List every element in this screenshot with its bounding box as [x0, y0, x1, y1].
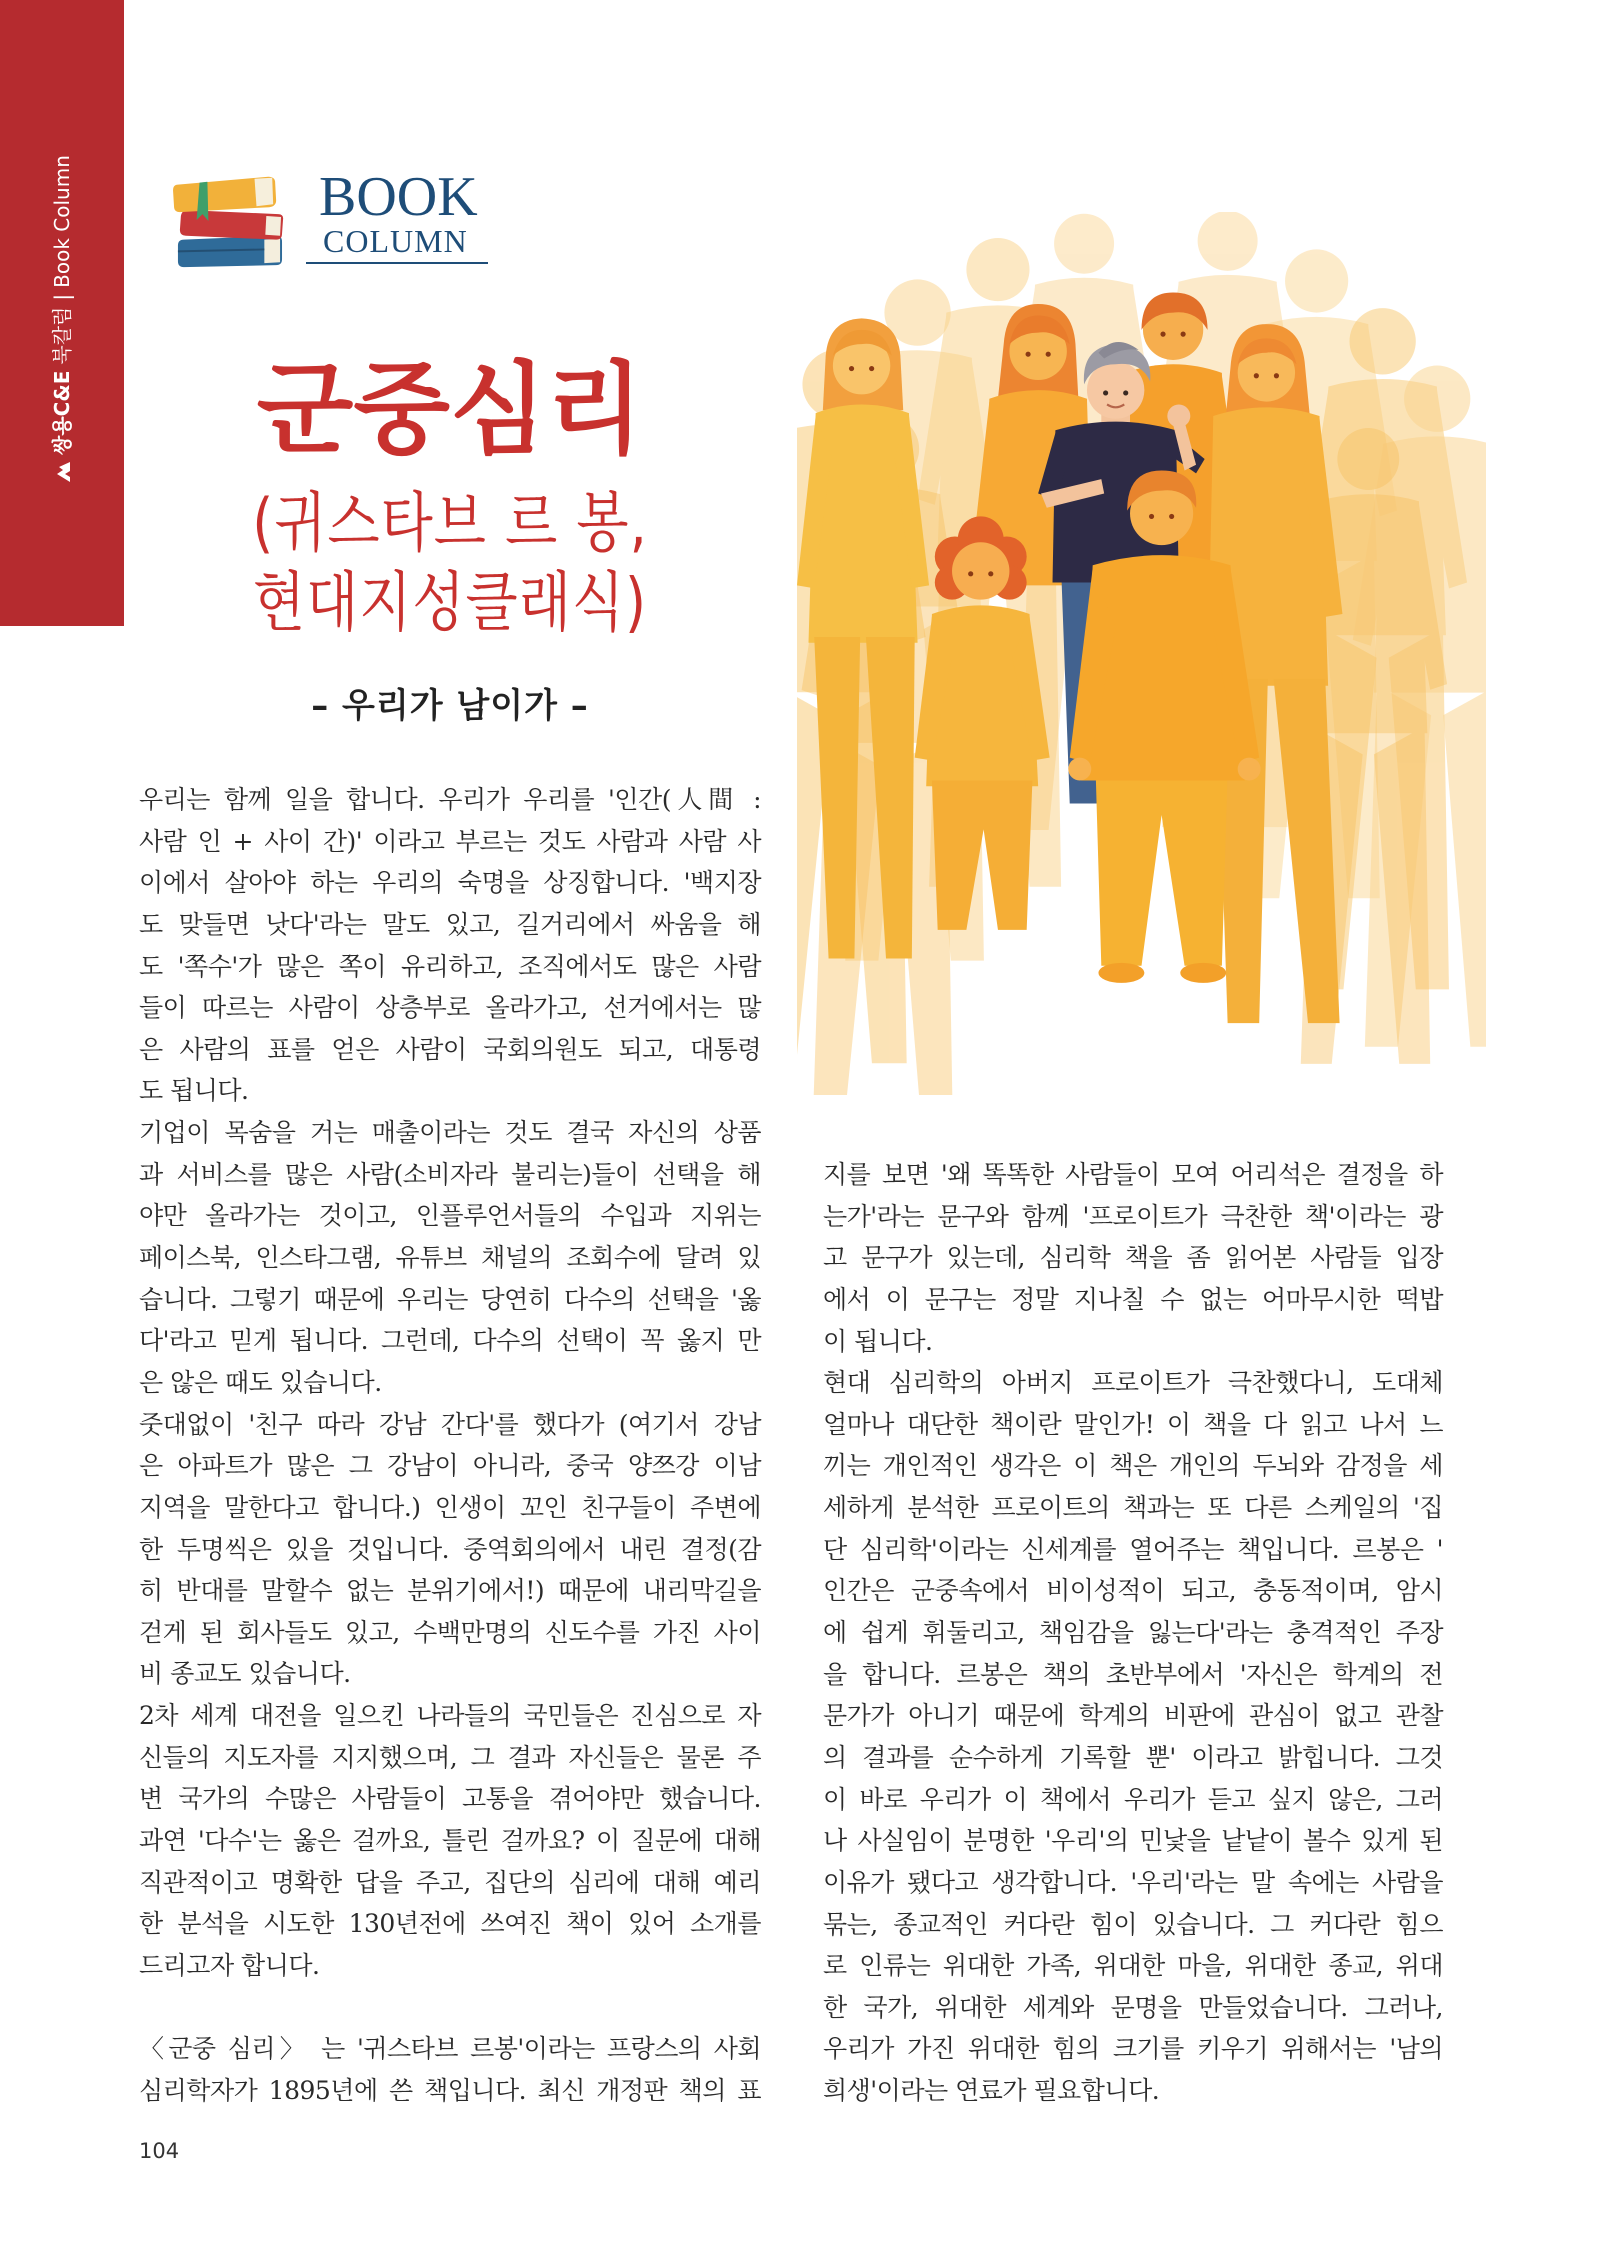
paragraph [139, 1112, 761, 1403]
paragraph [823, 1154, 1443, 1362]
section-english: Book Column [50, 155, 74, 288]
text-line: 로 인류는 위대한 가족, 위대한 마을, 위대한 종교, 위대 [823, 1951, 1443, 1981]
text-line: 직관적이고 명확한 답을 주고, 집단의 심리에 대해 예리 [139, 1867, 761, 1897]
paragraph [139, 779, 761, 1112]
subtitle-line: (귀스타브 르 봉, [252, 485, 648, 561]
text-line: 다'라고 믿게 됩니다. 그런데, 다수의 선택이 꼭 옳지 만 [139, 1326, 761, 1356]
text-line: 걷게 된 회사들도 있고, 수백만명의 신도수를 가진 사이 [139, 1617, 761, 1647]
crowd-illustration [797, 212, 1486, 1095]
text-line: 〈군중 심리〉 는 '귀스타브 르봉'이라는 프랑스의 사회 [139, 2034, 761, 2064]
books-icon [170, 165, 288, 273]
logo-underline [306, 262, 488, 264]
book-subtitle [139, 484, 761, 642]
text-line: 도 됩니다. [139, 1076, 249, 1106]
text-line: 변 국가의 수많은 사람들이 고통을 겪어야만 했습니다. [139, 1784, 761, 1814]
text-line: 신들의 지도자를 지지했으며, 그 결과 자신들은 물론 주 [139, 1742, 761, 1772]
divider: | [50, 293, 74, 301]
text-line: 세하게 분석한 프로이트의 책과는 또 다른 스케일의 '집 [823, 1493, 1443, 1523]
text-line: 얼마나 대단한 책이란 말인가! 이 책을 다 읽고 나서 느 [823, 1409, 1443, 1439]
text-line: 이 됩니다. [823, 1326, 933, 1356]
text-line: 우리가 가진 위대한 힘의 크기를 키우기 위해서는 '남의 [823, 2034, 1443, 2064]
text-line: 사람 인 + 사이 간)' 이라고 부르는 것도 사람과 사람 사 [139, 826, 761, 856]
text-column-left [139, 779, 761, 2112]
text-column-right [823, 1154, 1443, 2112]
text-line: 페이스북, 인스타그램, 유튜브 채널의 조회수에 달려 있 [139, 1243, 761, 1273]
text-line: 은 않은 때도 있습니다. [139, 1367, 382, 1397]
text-line: 은 아파트가 많은 그 강남이 아니라, 중국 양쯔강 이남 [139, 1451, 761, 1481]
text-line: 과연 '다수'는 옳은 걸까요, 틀린 걸까요? 이 질문에 대해 [139, 1826, 761, 1856]
text-line: 기업이 목숨을 거는 매출이라는 것도 결국 자신의 상품 [139, 1118, 761, 1148]
text-line: 끼는 개인적인 생각은 이 책은 개인의 두뇌와 감정을 세 [823, 1451, 1443, 1481]
logo-word-book: BOOK [319, 166, 478, 228]
paragraph [139, 2028, 761, 2111]
text-line: 습니다. 그렇기 때문에 우리는 당연히 다수의 선택을 '옳 [139, 1284, 761, 1314]
text-line: 문가가 아니기 때문에 학계의 비판에 관심이 없고 관찰 [823, 1701, 1443, 1731]
text-line: 은 사람의 표를 얻은 사람이 국회의원도 되고, 대통령 [139, 1034, 761, 1064]
text-line: 심리학자가 1895년에 쓴 책입니다. 최신 개정판 책의 표 [139, 2075, 761, 2105]
text-line: 히 반대를 말할수 없는 분위기에서!) 때문에 내리막길을 [139, 1576, 761, 1606]
text-line: 이에서 살아야 하는 우리의 숙명을 상징합니다. '백지장 [139, 868, 761, 898]
paragraph [139, 1404, 761, 1695]
section-label [48, 153, 76, 483]
text-line: 한 두명씩은 있을 것입니다. 중역회의에서 내린 결정(감 [139, 1534, 761, 1564]
text-line: 인간은 군중속에서 비이성적이 되고, 충동적이며, 암시 [823, 1576, 1443, 1606]
text-line: 들이 따르는 사람이 상층부로 올라가고, 선거에서는 많 [139, 993, 761, 1023]
book-title: 군중심리 [256, 351, 644, 468]
text-line: 우리는 함께 일을 합니다. 우리가 우리를 '인간(人間 : [139, 785, 761, 814]
text-line: 과 서비스를 많은 사람(소비자라 불리는)들이 선택을 해 [139, 1159, 761, 1189]
subtitle-line: 현대지성클래식) [252, 564, 648, 640]
paragraph [139, 1695, 761, 1986]
text-line: 나 사실임이 분명한 '우리'의 민낯을 낱낱이 볼수 있게 된 [823, 1826, 1443, 1856]
text-line: 희생'이라는 연료가 필요합니다. [823, 2076, 1160, 2106]
logo-word-column: COLUMN [323, 223, 468, 259]
text-line: 도 '쪽수'가 많은 쪽이 유리하고, 조직에서도 많은 사람 [139, 951, 761, 981]
text-line: 이유가 됐다고 생각합니다. '우리'라는 말 속에는 사람을 [823, 1867, 1443, 1897]
text-line: 이 바로 우리가 이 책에서 우리가 듣고 싶지 않은, 그러 [823, 1784, 1443, 1814]
section-name: 북칼럼 [50, 306, 74, 365]
text-line: 지역을 말한다고 합니다.) 인생이 꼬인 친구들이 주변에 [139, 1492, 761, 1522]
text-line: 단 심리학'이라는 신세계를 열어주는 책입니다. 르봉은 ' [823, 1534, 1443, 1564]
text-line: 줏대없이 '친구 따라 강남 간다'를 했다가 (여기서 강남 [139, 1409, 761, 1439]
section-band [0, 0, 124, 626]
text-line: 는가'라는 문구와 함께 '프로이트가 극찬한 책'이라는 광 [823, 1201, 1443, 1231]
text-line: 을 합니다. 르봉은 책의 초반부에서 '자신은 학계의 전 [823, 1659, 1443, 1689]
brand-name: 쌍용C&E [50, 370, 74, 455]
article-tagline: – 우리가 남이가 – [311, 686, 589, 726]
text-line: 한 분석을 시도한 130년전에 쓰여진 책이 있어 소개를 [139, 1909, 761, 1939]
paragraph [823, 1362, 1443, 2112]
text-line: 드리고자 합니다. [139, 1950, 320, 1980]
text-line: 고 문구가 있는데, 심리학 책을 좀 읽어본 사람들 입장 [823, 1243, 1443, 1273]
mountain-icon [53, 461, 71, 483]
text-line: 지를 보면 '왜 똑똑한 사람들이 모여 어리석은 결정을 하 [823, 1160, 1443, 1189]
text-line: 에 쉽게 휘둘리고, 책임감을 잃는다'라는 충격적인 주장 [823, 1618, 1443, 1648]
page-number: 104 [139, 2139, 180, 2163]
text-line: 묶는, 종교적인 커다란 힘이 있습니다. 그 커다란 힘으 [823, 1909, 1443, 1939]
text-line: 2차 세계 대전을 일으킨 나라들의 국민들은 진심으로 자 [139, 1701, 761, 1731]
text-line: 현대 심리학의 아버지 프로이트가 극찬했다니, 도대체 [823, 1368, 1443, 1398]
text-line: 야만 올라가는 것이고, 인플루언서들의 수입과 지위는 [139, 1201, 761, 1231]
text-line: 도 맞들면 낫다'라는 말도 있고, 길거리에서 싸움을 해 [139, 909, 761, 939]
text-line: 의 결과를 순수하게 기록할 뿐' 이라고 밝힙니다. 그것 [823, 1742, 1443, 1772]
text-line: 비 종교도 있습니다. [139, 1659, 351, 1689]
text-line: 에서 이 문구는 정말 지나칠 수 없는 어마무시한 떡밥 [823, 1284, 1443, 1314]
text-line: 한 국가, 위대한 세계와 문명을 만들었습니다. 그러나, [823, 1992, 1443, 2022]
